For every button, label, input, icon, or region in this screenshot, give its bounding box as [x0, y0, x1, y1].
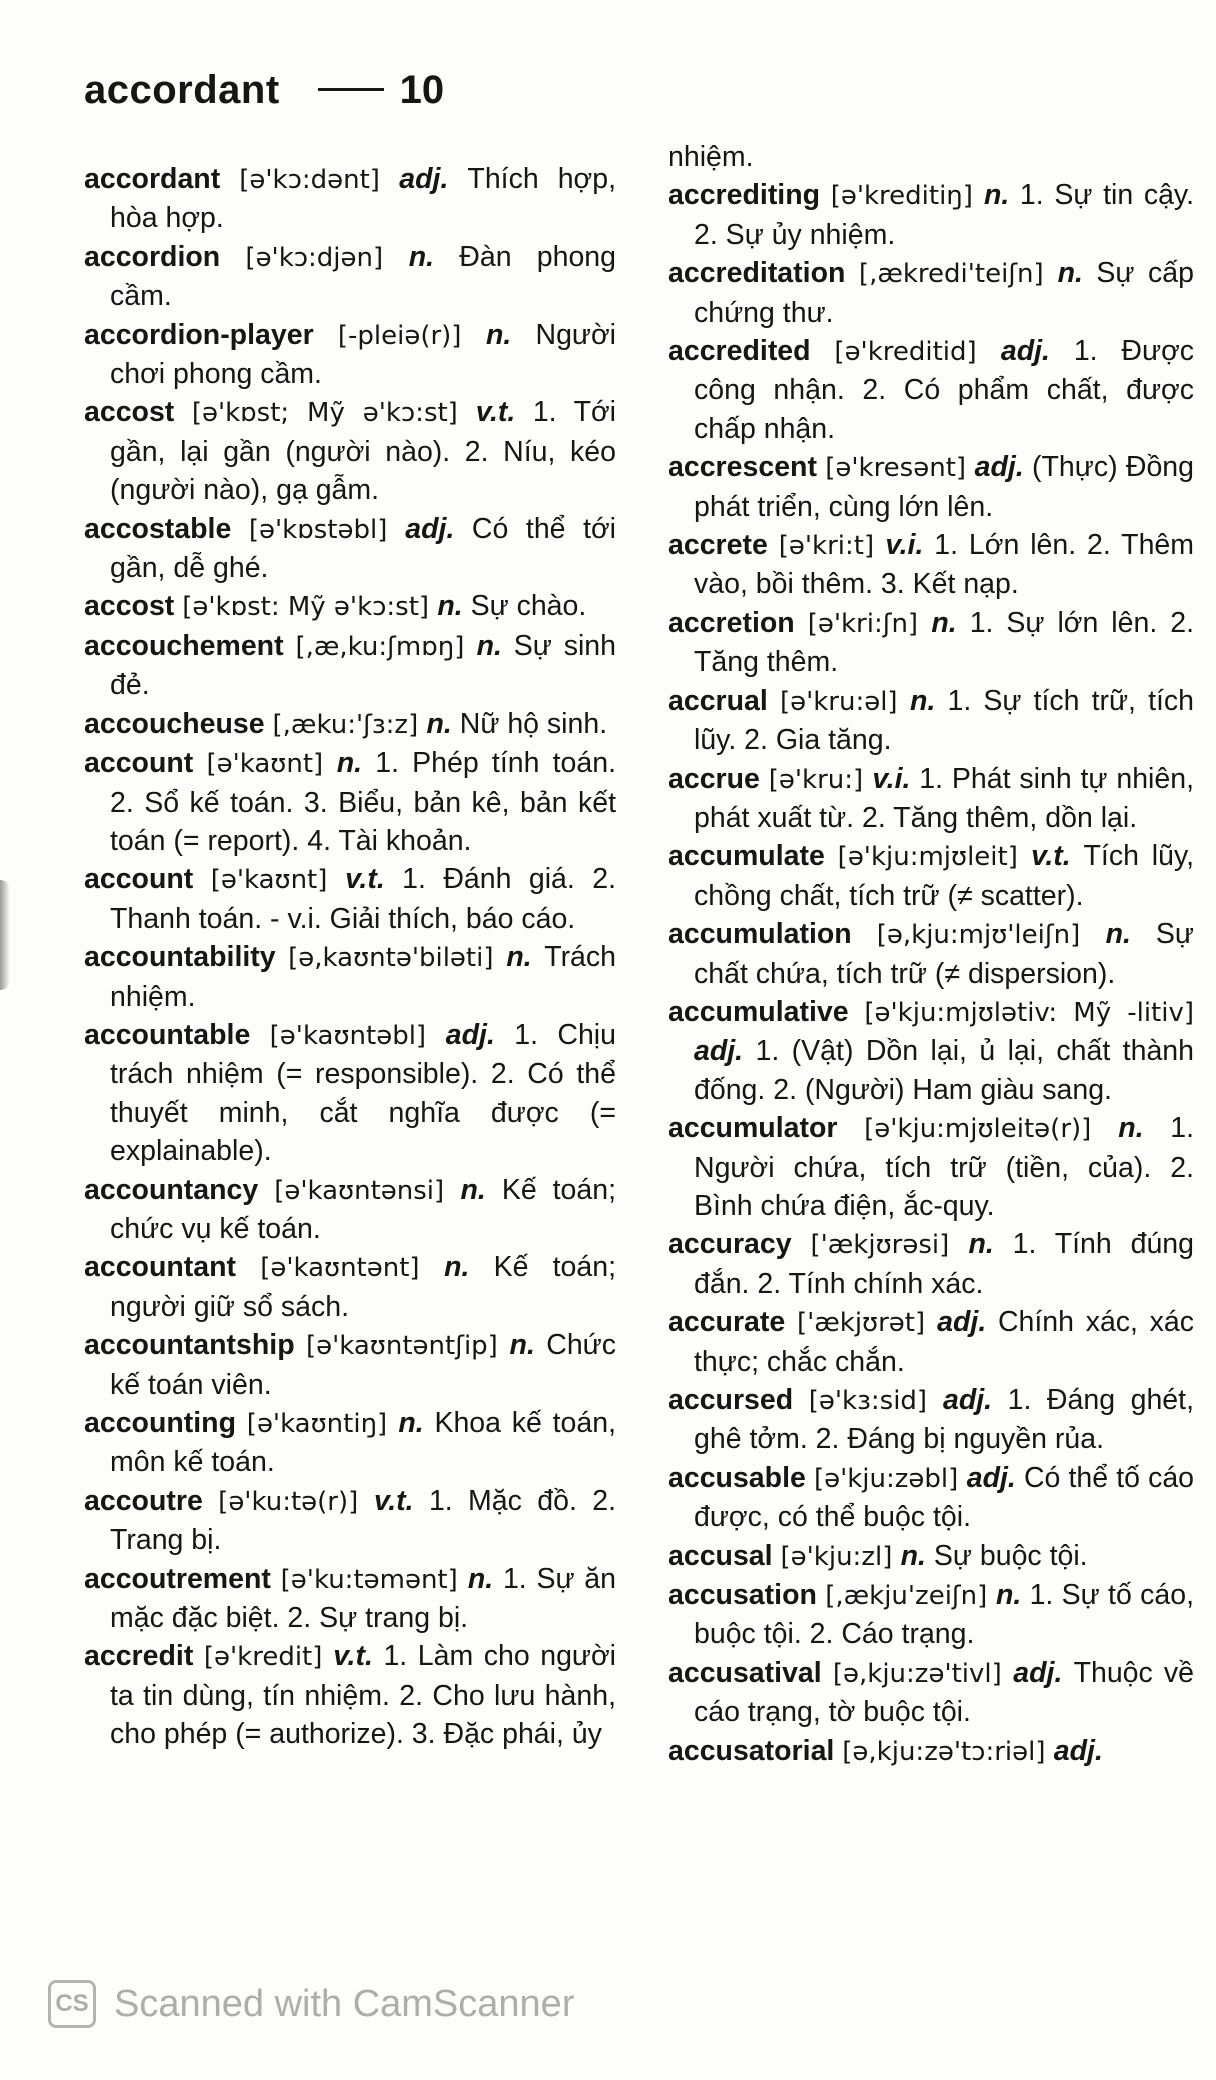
definition: 1. Chịu trách nhiệm (= responsible). 2. Có thể thuyết minh, cắt nghĩa được (= explainable). [110, 1018, 616, 1168]
part-of-speech: adj. [974, 451, 1024, 484]
pronunciation: [ə'kaʊnt] [210, 865, 328, 896]
definition: Sự sinh đẻ. [110, 629, 617, 702]
part-of-speech: adj. [694, 1035, 744, 1068]
part-of-speech: n. [336, 747, 363, 780]
part-of-speech: n. [983, 179, 1010, 212]
part-of-speech: n. [467, 1562, 494, 1595]
dictionary-entry [668, 1537, 1194, 1576]
dictionary-entry [84, 160, 616, 238]
headword: accrediting [668, 179, 821, 212]
dictionary-entry [84, 860, 616, 938]
headword: accumulative [668, 995, 849, 1028]
headword: accountant [84, 1251, 237, 1284]
part-of-speech: adj. [942, 1384, 993, 1416]
pronunciation: [ə'ku:tə(r)] [218, 1486, 359, 1517]
headword: accountantship [84, 1329, 295, 1362]
definition: 1. Mặc đồ. 2. Trang bị. [110, 1484, 616, 1557]
definition: Chức kế toán viên. [110, 1329, 616, 1401]
definition: Nữ hộ sinh. [459, 707, 608, 740]
pronunciation: [ə'kaʊnt] [206, 749, 324, 780]
headword: accost [84, 590, 175, 623]
pronunciation: [ə,kaʊntə'biləti] [288, 943, 494, 974]
pronunciation: [ə'kri:ʃn] [807, 608, 919, 639]
pronunciation: [ə'kju:mjʊlətiv: Mỹ -litiv] [864, 997, 1194, 1028]
headword: accountancy [84, 1173, 259, 1206]
pronunciation: [ə'kju:mjʊleit] [837, 842, 1018, 873]
pronunciation: [ə'kju:zəbl] [813, 1463, 959, 1494]
part-of-speech: v.i. [872, 762, 911, 795]
headword: accoutrement [84, 1562, 271, 1595]
definition: 1. (Vật) Dồn lại, ủ lại, chất thành đống. 2. (Người) Ham giàu sang. [694, 1035, 1194, 1106]
pronunciation: [ə'kaʊntəntʃip] [305, 1331, 498, 1362]
pronunciation: [ə'kaʊntəbl] [269, 1020, 427, 1051]
headword: accusable [668, 1461, 806, 1494]
pronunciation: [ə'kreditid] [834, 337, 977, 368]
dictionary-entry [668, 993, 1194, 1109]
definition: Sự cấp chứng thư. [694, 257, 1194, 329]
headword: accrescent [668, 451, 817, 484]
part-of-speech: n. [509, 1329, 535, 1362]
dictionary-entry [84, 1637, 616, 1753]
part-of-speech: adj. [937, 1306, 987, 1339]
headword: accredited [668, 335, 811, 368]
part-of-speech: v.t. [345, 863, 385, 896]
dictionary-entry [84, 1248, 616, 1326]
pronunciation: [ə'kri:t] [778, 531, 875, 562]
definition: 1. Tính đúng đắn. 2. Tính chính xác. [694, 1228, 1195, 1300]
dictionary-entry [84, 705, 616, 744]
pronunciation: [ə'kɒst: Mỹ ə'kɔ:st] [182, 592, 430, 623]
definition: Đàn phong cầm. [110, 240, 617, 313]
pronunciation: [ə'kju:zl] [780, 1541, 893, 1572]
pronunciation: [,æ,ku:ʃmɒŋ] [295, 631, 465, 662]
definition: Kế toán; người giữ sổ sách. [110, 1251, 617, 1323]
dictionary-entry [84, 238, 616, 316]
dictionary-entry [668, 604, 1194, 682]
headword: accordion-player [84, 318, 314, 351]
part-of-speech: n. [506, 941, 532, 974]
pronunciation: [-pleiə(r)] [337, 320, 462, 351]
part-of-speech: n. [1118, 1112, 1144, 1145]
part-of-speech: adj. [1000, 335, 1050, 368]
pronunciation: [ə,kju:mjʊ'leiʃn] [876, 920, 1081, 951]
definition: Thích hợp, hòa hợp. [110, 163, 617, 235]
part-of-speech: adj. [405, 512, 455, 545]
page-header [84, 68, 444, 113]
dictionary-entry [668, 1732, 1194, 1771]
headword: accumulator [668, 1112, 838, 1145]
header-dash [318, 88, 384, 91]
dictionary-entry [668, 682, 1194, 760]
headword: accost [84, 396, 175, 429]
dictionary-entry [668, 1576, 1194, 1654]
part-of-speech: n. [910, 684, 936, 717]
headword: accrete [668, 529, 768, 562]
headword: accretion [668, 606, 795, 639]
headword: account [84, 863, 194, 896]
dictionary-entry [84, 1404, 616, 1482]
part-of-speech: n. [444, 1251, 470, 1284]
definition: Sự buộc tội. [933, 1539, 1088, 1572]
dictionary-entry [84, 938, 616, 1016]
guide-word: accordant [84, 68, 280, 112]
definition: Người chơi phong cầm. [110, 318, 617, 391]
part-of-speech: n. [968, 1228, 994, 1261]
headword: accouchement [84, 629, 284, 662]
definition: 1. Đáng ghét, ghê tởm. 2. Đáng bị nguyền rủa. [694, 1384, 1194, 1456]
right-column [668, 138, 1194, 1771]
dictionary-entry [84, 627, 616, 705]
definition: 1. Sự tố cáo, buộc tội. 2. Cáo trạng. [694, 1579, 1194, 1651]
definition: Khoa kế toán, môn kế toán. [110, 1407, 617, 1479]
part-of-speech: n. [1057, 257, 1083, 290]
dictionary-entry [668, 448, 1194, 526]
scanner-watermark [48, 1980, 574, 2028]
headword: accounting [84, 1407, 237, 1439]
definition: Sự chào. [470, 590, 587, 623]
pronunciation: [ə'kreditiŋ] [830, 181, 973, 212]
pronunciation: ['ækjʊrəsi] [810, 1230, 950, 1261]
pronunciation: [ə'kɒst; Mỹ ə'kɔ:st] [191, 398, 458, 429]
headword: accumulation [668, 918, 852, 951]
definition: 1. Được công nhận. 2. Có phẩm chất, được chấp nhận. [694, 335, 1195, 445]
part-of-speech: v.t. [1031, 840, 1071, 873]
headword: accusal [668, 1539, 773, 1572]
pronunciation: [ə'kaʊntiŋ] [246, 1409, 388, 1439]
dictionary-entry [668, 1459, 1194, 1537]
part-of-speech: n. [485, 318, 512, 351]
headword: accursed [668, 1384, 794, 1416]
definition: Kế toán; chức vụ kế toán. [110, 1173, 617, 1245]
pronunciation: [ə,kju:zə'tɔ:riəl] [842, 1736, 1046, 1767]
pronunciation: [ə'kju:mjʊleitə(r)] [864, 1114, 1092, 1145]
watermark-text: Scanned with CamScanner [114, 1982, 575, 2025]
pronunciation: [ə'kresənt] [825, 453, 967, 484]
part-of-speech: n. [1105, 918, 1131, 951]
headword: accordion [84, 240, 221, 273]
dictionary-entry [668, 176, 1194, 254]
dictionary-entry [668, 837, 1194, 915]
definition: 1. Làm cho người ta tin dùng, tín nhiệm. 2. Cho lưu hành, cho phép (= authorize). 3. Đặc phái, ủy [110, 1640, 617, 1751]
pronunciation: [ə'kɔ:djən] [245, 242, 384, 273]
part-of-speech: v.i. [885, 529, 924, 562]
definition: 1. Đánh giá. 2. Thanh toán. - v.i. Giải thích, báo cáo. [110, 863, 616, 935]
dictionary-entry [668, 1381, 1194, 1459]
part-of-speech: adj. [1053, 1734, 1103, 1767]
definition: 1. Sự tin cậy. 2. Sự ủy nhiệm. [694, 179, 1194, 251]
dictionary-entry [668, 1109, 1194, 1225]
dictionary-entry [84, 510, 616, 588]
dictionary-entry [668, 254, 1194, 332]
definition: Thuộc về cáo trạng, tờ buộc tội. [694, 1656, 1195, 1729]
headword: account [84, 747, 194, 780]
headword: accoutre [84, 1484, 203, 1517]
part-of-speech: n. [408, 240, 435, 273]
dictionary-entry [668, 760, 1194, 838]
headword: accountability [84, 941, 276, 974]
part-of-speech: v.t. [333, 1640, 373, 1673]
headword: accredit [84, 1640, 194, 1673]
dictionary-entry [668, 1225, 1194, 1303]
binding-shadow [0, 880, 10, 990]
dictionary-entry [84, 1016, 616, 1171]
part-of-speech: n. [437, 590, 463, 623]
definition: Chính xác, xác thực; chắc chắn. [694, 1306, 1194, 1378]
headword: accusatival [668, 1656, 822, 1689]
pronunciation: [ə'kaʊntənt] [260, 1253, 420, 1284]
definition: 1. Sự lớn lên. 2. Tăng thêm. [694, 606, 1194, 679]
definition: 1. Phép tính toán. 2. Sổ kế toán. 3. Biểu, bản kê, bản kết toán (= report). 4. Tài khoản. [110, 747, 617, 857]
definition: nhiệm. [668, 141, 754, 173]
part-of-speech: n. [995, 1579, 1022, 1612]
definition: 1. Tới gần, lại gần (người nào). 2. Níu, kéo (người nào), gạ gẫm. [110, 396, 617, 507]
dictionary-entry [84, 1482, 616, 1560]
dictionary-entry [668, 526, 1194, 604]
part-of-speech: adj. [966, 1461, 1016, 1494]
pronunciation: [,ækju'zeiʃn] [825, 1581, 988, 1612]
definition: Trách nhiệm. [110, 941, 617, 1013]
definition: Sự chất chứa, tích trữ (≠ dispersion). [694, 918, 1195, 990]
pronunciation: [ə'kredit] [203, 1642, 323, 1673]
definition: Có thể tố cáo được, có thể buộc tội. [694, 1461, 1195, 1534]
headword: accuracy [668, 1228, 792, 1261]
part-of-speech: n. [398, 1407, 424, 1439]
dictionary-entry [84, 316, 616, 394]
dictionary-entry [84, 1326, 616, 1404]
headword: accusatorial [668, 1734, 835, 1767]
part-of-speech: adj. [1013, 1656, 1063, 1689]
headword: accoucheuse [84, 707, 265, 740]
pronunciation: [ə'ku:təmənt] [280, 1564, 458, 1595]
part-of-speech: v.t. [373, 1484, 414, 1517]
pronunciation: [ə'kru:] [768, 764, 864, 795]
part-of-speech: n. [931, 606, 957, 639]
headword: accreditation [668, 257, 846, 290]
page-number: 10 [399, 68, 445, 112]
pronunciation: [,ækredi'teiʃn] [858, 259, 1044, 290]
dictionary-entry [84, 1560, 616, 1638]
headword: accostable [84, 512, 232, 545]
pronunciation: [ə'kɜ:sid] [808, 1386, 928, 1416]
dictionary-entry [668, 1303, 1194, 1381]
definition: 1. Sự tích trữ, tích lũy. 2. Gia tăng. [694, 684, 1195, 757]
pronunciation: [ə,kju:zə'tivl] [832, 1658, 1002, 1689]
pronunciation: [ə'kru:əl] [779, 686, 898, 717]
left-column [84, 160, 616, 1754]
part-of-speech: adj. [399, 163, 449, 195]
pronunciation: [ə'kɒstəbl] [248, 514, 388, 545]
part-of-speech: v.t. [475, 396, 516, 429]
dictionary-entry [84, 1171, 616, 1249]
headword: accurate [668, 1306, 786, 1339]
headword: accordant [84, 163, 221, 195]
dictionary-entry [84, 393, 616, 509]
definition: Tích lũy, chồng chất, tích trữ (≠ scatter). [694, 840, 1195, 912]
headword: accusation [668, 1579, 817, 1612]
part-of-speech: adj. [445, 1018, 495, 1051]
dictionary-entry [84, 587, 616, 626]
headword: accrue [668, 762, 760, 795]
camscanner-logo: CS [48, 1980, 96, 2028]
dictionary-entry [668, 138, 1194, 176]
definition: 1. Sự ăn mặc đặc biệt. 2. Sự trang bị. [110, 1562, 616, 1635]
part-of-speech: n. [900, 1539, 926, 1572]
pronunciation: ['ækjʊrət] [796, 1308, 926, 1339]
definition: 1. Phát sinh tự nhiên, phát xuất từ. 2. Tăng thêm, dồn lại. [694, 762, 1195, 834]
headword: accumulate [668, 840, 825, 873]
dictionary-entry [84, 744, 616, 860]
pronunciation: [,æku:'ʃɜ:z] [272, 709, 419, 740]
headword: accountable [84, 1018, 251, 1051]
part-of-speech: n. [476, 629, 502, 662]
headword: accrual [668, 684, 768, 717]
part-of-speech: n. [426, 707, 452, 740]
dictionary-entry [668, 1654, 1194, 1732]
definition: Có thể tới gần, dễ ghé. [110, 512, 617, 585]
definition: 1. Người chứa, tích trữ (tiền, của). 2. Bình chứa điện, ắc-quy. [694, 1112, 1195, 1222]
dictionary-entry [668, 915, 1194, 993]
definition: (Thực) Đồng phát triển, cùng lớn lên. [694, 451, 1194, 523]
definition: 1. Lớn lên. 2. Thêm vào, bồi thêm. 3. Kết nạp. [694, 529, 1195, 601]
pronunciation: [ə'kɔ:dənt] [239, 165, 380, 195]
pronunciation: [ə'kaʊntənsi] [274, 1175, 445, 1206]
dictionary-entry [668, 332, 1194, 448]
part-of-speech: n. [460, 1173, 486, 1206]
